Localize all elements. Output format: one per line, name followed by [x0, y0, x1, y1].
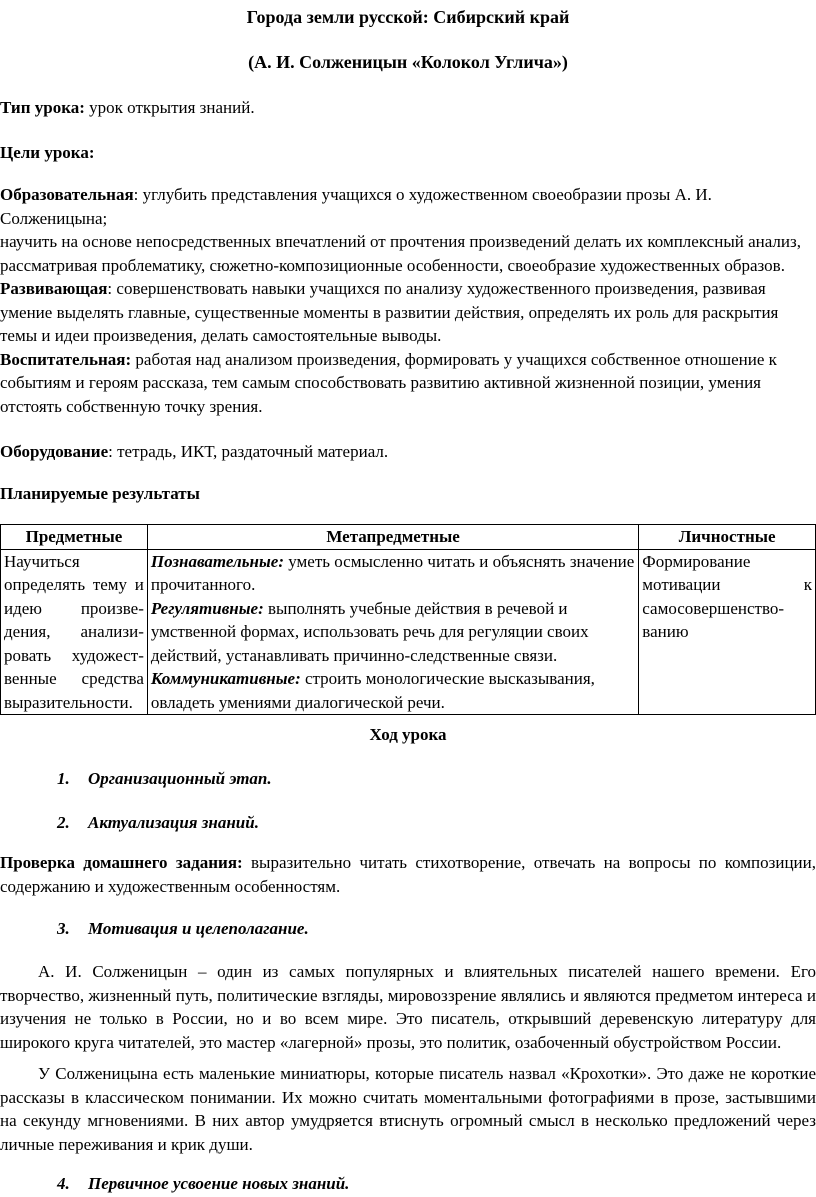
step-4-num: 4.: [57, 1174, 70, 1193]
homework-label: Проверка домашнего задания:: [0, 853, 243, 872]
step-3-num: 3.: [57, 919, 70, 938]
lesson-type-value: урок открытия знаний.: [84, 98, 255, 117]
cell-subject: Научиться определять тему и идею произве-дения, анализи-ровать художест-венные средства выразительности.: [1, 549, 148, 715]
step-2: [57, 811, 259, 835]
title-line-2: (А. И. Солженицын «Колокол Углича»): [248, 52, 568, 72]
step-2-label: Актуализация знаний.: [88, 813, 259, 832]
step-4: [57, 1172, 349, 1196]
meta-communicative: [151, 667, 635, 714]
meta-cognitive-text: уметь осмысленно читать и объяснять значение прочитанного.: [150, 551, 635, 594]
upbringing-text: работая над анализом произведения, формировать у учащихся собственное отношение к событиям и героям рассказа, тем самым способствовать развитию активной жизненной позиции, умения отстоять собственную точку зрения.: [0, 349, 777, 416]
results-table: [0, 524, 816, 715]
meta-communicative-label: Коммуникативные:: [150, 669, 301, 688]
motivation-paragraph-1: А. И. Солженицын – один из самых популярных и влиятельных писателей нашего времени. Его творчество, жизненный путь, политические взгляды, мировоззрение являлись и являются предметом интереса и изучения не только в России, но и во всем мире. Это писатель, открывший деревенскую литературу для широкого круга читателей, это мастер «лагерной» прозы, это политик, озабоченный обустройством России.: [0, 962, 816, 1052]
cell-meta: [147, 549, 638, 715]
homework-check: [0, 851, 816, 898]
step-3: [57, 917, 309, 941]
developing-text: : совершенствовать навыки учащихся по анализу художественного произведения, развивая умение выделять главные, существенные моменты в развитии действия, определять их роль для раскрытия темы и идеи произведения, делать самостоятельные выводы.: [0, 279, 779, 345]
lesson-type-label: Тип урока:: [0, 98, 85, 117]
homework-text: выразительно читать стихотворение, отвечать на вопросы по композиции, содержанию и художественным особенностям.: [0, 853, 816, 896]
cell-personal: Формирование мотивации к самосовершенство-ванию: [639, 549, 816, 715]
meta-communicative-text: строить монологические высказывания, овладеть умениями диалогической речи.: [150, 669, 595, 712]
educational-goal: [0, 183, 816, 230]
goals-heading: [0, 141, 816, 165]
educational-text: : углубить представления учащихся о художественном своеобразии прозы А. И. Солженицына;: [0, 185, 712, 228]
lesson-type: [0, 96, 816, 120]
step-4-label: Первичное усвоение новых знаний.: [88, 1174, 350, 1193]
step-3-label: Мотивация и целеполагание.: [88, 919, 309, 938]
meta-regulative-label: Регулятивные:: [150, 598, 264, 618]
meta-cognitive-label: Познавательные:: [150, 551, 284, 571]
upbringing-label: Воспитательная:: [0, 349, 132, 369]
header-meta: Метапредметные: [147, 525, 638, 550]
step-1-num: 1.: [57, 769, 70, 788]
upbringing-goal: [0, 348, 816, 419]
motivation-paragraph-2: У Солженицына есть маленькие миниатюры, которые писатель назвал «Крохотки». Это даже не короткие рассказы в классическом понимании. Их можно считать моментальными фотографиями в прозе, застывшими на секунду мгновениями. В них автор умудряется втиснуть огромный смысл в несколько предложений через личные переживания и крик души.: [0, 1064, 816, 1154]
header-subject: Предметные: [1, 525, 148, 550]
step-1: [57, 767, 272, 791]
equipment-text: : тетрадь, ИКТ, раздаточный материал.: [108, 442, 389, 461]
educational-label: Образовательная: [0, 185, 134, 204]
equipment: [0, 440, 816, 464]
table-header-row: [1, 525, 816, 550]
title-line-1: Города земли русской: Сибирский край: [246, 7, 570, 27]
goals-heading-text: Цели урока:: [0, 143, 95, 162]
results-heading: [0, 482, 816, 506]
educational-goal-2: научить на основе непосредственных впечатлений от прочтения произведений делать их комплексный анализ, рассматривая проблематику, сюжетно-композиционные особенности, своеобразие художественных образов.: [0, 232, 801, 275]
developing-goal: [0, 277, 816, 348]
meta-regulative-text: выполнять учебные действия в речевой и умственной формах, использовать речь для регуляции своих действий, устанавливать причинно-следственные связи.: [150, 598, 589, 665]
meta-cognitive: [151, 550, 635, 597]
step-1-label: Организационный этап.: [88, 769, 272, 788]
results-heading-text: Планируемые результаты: [0, 484, 200, 503]
equipment-label: Оборудование: [0, 442, 109, 461]
lesson-course-heading: Ход урока: [369, 725, 447, 744]
table-row: [1, 549, 816, 715]
goals-block: [0, 183, 816, 418]
developing-label: Развивающая: [0, 279, 108, 298]
step-2-num: 2.: [57, 813, 70, 832]
header-personal: Личностные: [639, 525, 816, 550]
meta-regulative: [151, 597, 635, 668]
